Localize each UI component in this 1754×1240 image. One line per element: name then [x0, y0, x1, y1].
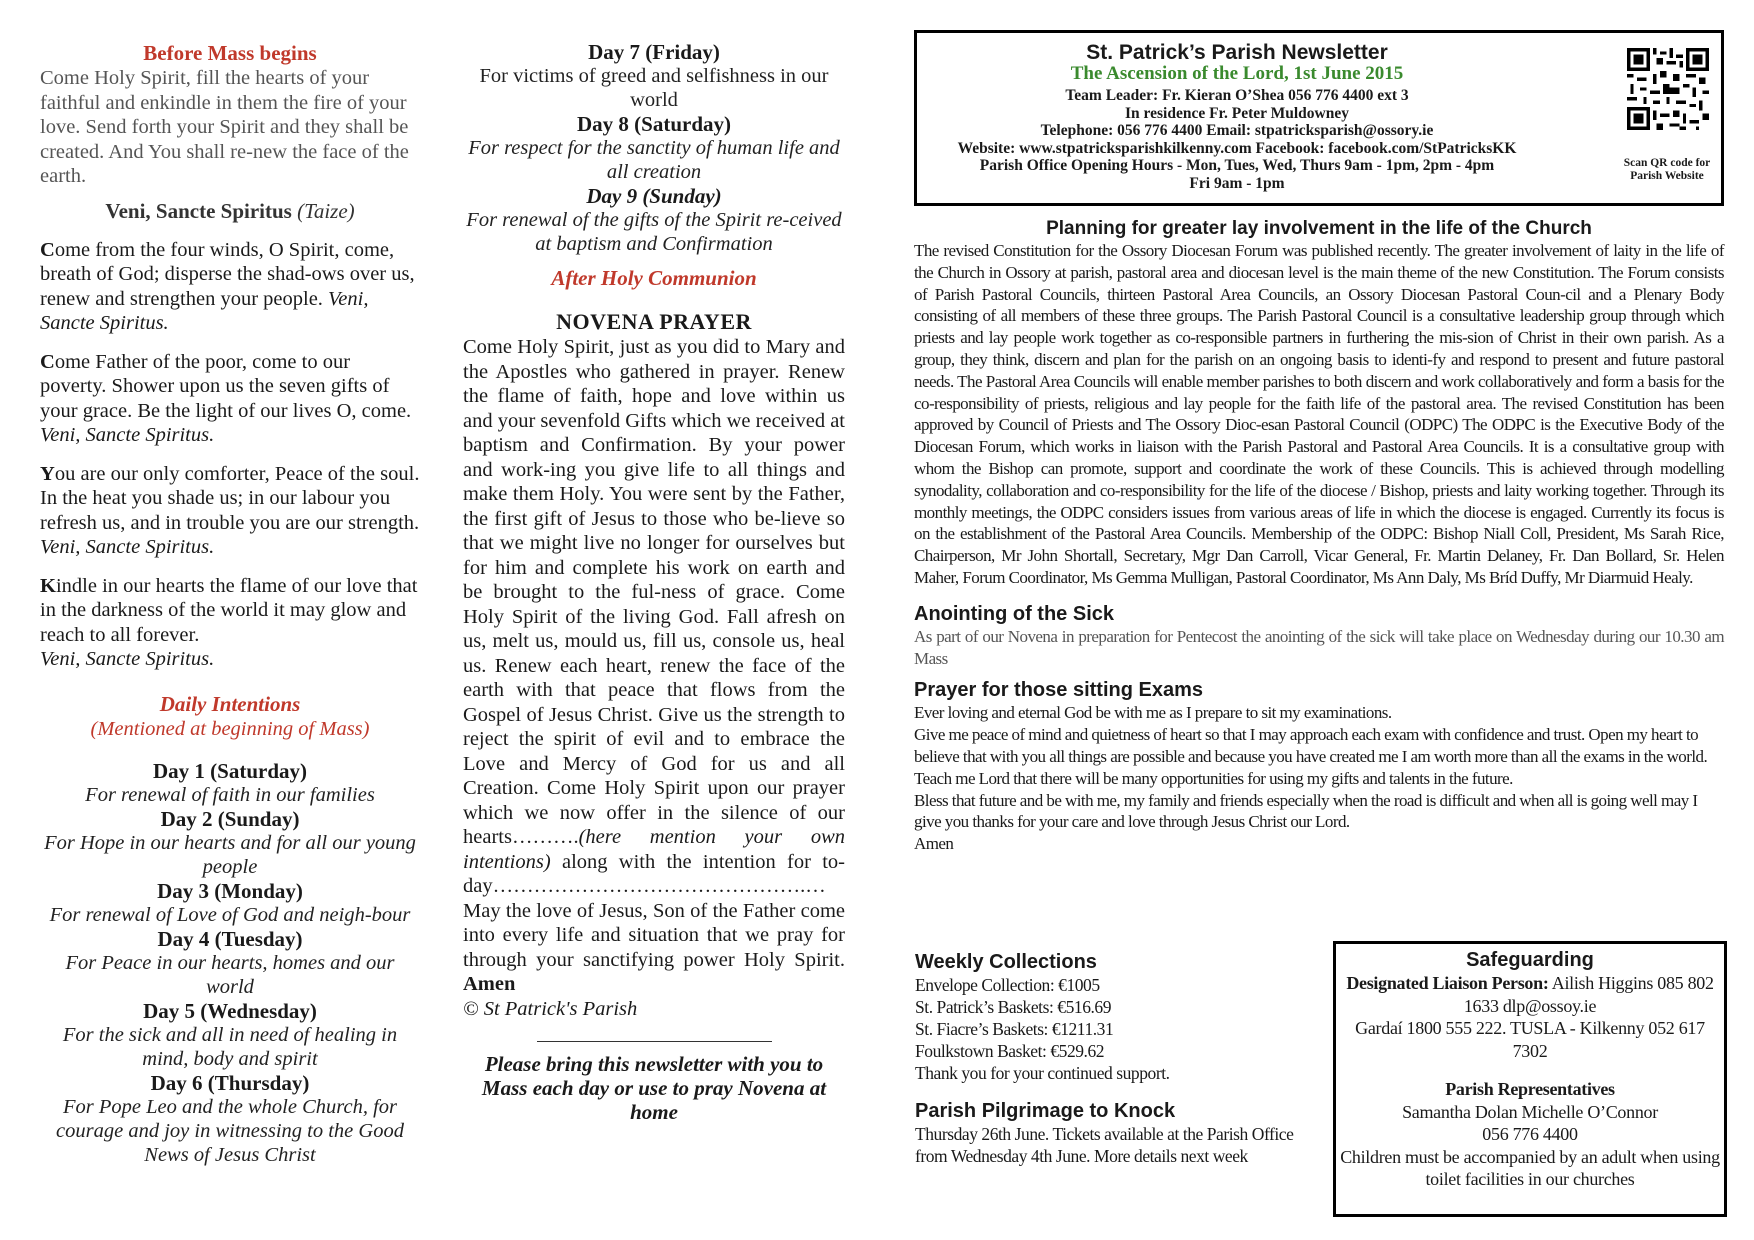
contact-line: Team Leader: Fr. Kieran O’Shea 056 776 4400 ext 3: [1065, 87, 1409, 104]
day-title: Day 1 (Saturday): [152, 758, 307, 783]
exams-line: Ever loving and eternal God be with me as I prepare to sit my examinations.: [914, 703, 1392, 723]
stanza-1: [40, 238, 420, 336]
gardai-info: Gardaí 1800 555 222. TUSLA - Kilkenny 052 617 7302: [1355, 1018, 1705, 1061]
hymn-title-text: Veni, Sancte Spiritus: [105, 198, 292, 223]
stanza-text: ome from the four winds, O Spirit, come, breath of God; disperse the shad-ows over us, renew and strengthen your people.: [40, 238, 415, 310]
day-text: For renewal of faith in our families: [85, 783, 375, 806]
newsletter-subtitle: The Ascension of the Lord, 1st June 2015: [1070, 63, 1404, 84]
refrain: Veni, Sancte Spiritus.: [40, 424, 215, 446]
stanza-cap: Y: [40, 462, 55, 485]
before-mass-prayer: Come Holy Spirit, fill the hearts of your faithful and enkindle in them the fire of your love. Send forth your Spirit and they shall be created. And You shall re-new the face of the earth.: [40, 67, 409, 187]
day-text: For renewal of Love of God and neigh-bour: [49, 903, 411, 926]
pilgrimage-heading: Parish Pilgrimage to Knock: [915, 1100, 1176, 1122]
reps-heading: Parish Representatives: [1445, 1079, 1615, 1099]
contact-line: Website: www.stpatricksparishkilkenny.com Facebook: facebook.com/StPatricksKK: [957, 139, 1517, 157]
day-title: Day 2 (Sunday): [160, 806, 300, 831]
closing-note: Please bring this newsletter with you to Mass each day or use to pray Novena at home: [481, 1052, 827, 1124]
novena-instruction: (here mention your own intentions): [463, 826, 845, 873]
contact-line: Telephone: 056 776 4400 Email: stpatricksparish@ossory.ie: [1040, 122, 1434, 139]
collection-line: Thank you for your continued support.: [915, 1063, 1170, 1083]
day-text: For Peace in our hearts, homes and our world: [65, 951, 395, 998]
after-communion-heading: After Holy Communion: [551, 266, 757, 290]
collection-line: St. Patrick’s Baskets: €516.69: [915, 997, 1112, 1017]
day-text: For the sick and all in need of healing in mind, body and spirit: [62, 1023, 398, 1070]
stanza-2: [40, 350, 420, 448]
column-2: [463, 38, 845, 1124]
day-text: For Pope Leo and the whole Church, for courage and joy in witnessing to the Good News of Jesus Christ: [56, 1095, 404, 1166]
novena-prayer: [463, 335, 845, 997]
day-title: Day 8 (Saturday): [576, 112, 731, 136]
day-text: For Hope in our hearts and for all our young people: [44, 831, 416, 878]
reps-phone: 056 776 4400: [1482, 1124, 1578, 1144]
refrain: Veni, Sancte Spiritus.: [40, 536, 215, 558]
novena-title: NOVENA PRAYER: [556, 309, 752, 334]
collections-list: [915, 974, 1315, 1084]
qr-caption: Scan QR code for Parish Website: [1623, 157, 1711, 182]
collection-line: Foulkstown Basket: €529.62: [915, 1041, 1105, 1061]
stanza-4: [40, 574, 420, 672]
divider: [537, 1041, 772, 1042]
stanza-cap: K: [40, 574, 56, 597]
stanza-text: ou are our only comforter, Peace of the soul. In the heat you shade us; in our labour you refresh us, and in trouble you are our strength.: [40, 462, 420, 534]
day-text: For victims of greed and selfishness in our world: [479, 65, 829, 111]
exams-line: Teach me Lord that there will be many opportunities for using my gifts and talents in the future.: [914, 768, 1513, 788]
refrain: Veni, Sancte Spiritus.: [40, 287, 369, 334]
day-text: For renewal of the gifts of the Spirit re-ceived at baptism and Confirmation: [466, 209, 842, 255]
stanza-text: indle in our hearts the flame of our love that in the darkness of the world it may glow and reach to all forever.: [40, 574, 418, 646]
day-title: Day 6 (Thursday): [150, 1070, 310, 1095]
day-title: Day 4 (Tuesday): [157, 926, 303, 951]
hymn-title: [40, 199, 420, 224]
contact-info: [917, 87, 1557, 192]
exams-prayer: [914, 702, 1724, 855]
contact-line: Fri 9am - 1pm: [1189, 174, 1285, 192]
dlp-text: Ailish Higgins 085 802 1633 dlp@ossoy.ie: [1463, 973, 1714, 1016]
day-title: Day 3 (Monday): [157, 878, 303, 903]
daily-intentions-subheading: (Mentioned at beginning of Mass): [90, 717, 370, 740]
qr-code-icon[interactable]: [1627, 48, 1709, 130]
daily-intentions-heading: Daily Intentions: [159, 691, 301, 716]
stanza-cap: C: [40, 238, 55, 261]
days-list: [40, 759, 420, 1167]
dlp-info: [1336, 972, 1724, 1017]
reps-names: Samantha Dolan Michelle O’Connor: [1402, 1101, 1658, 1122]
dlp-label: Designated Liaison Person:: [1346, 973, 1549, 993]
contact-line: Parish Office Opening Hours - Mon, Tues, Wed, Thurs 9am - 1pm, 2pm - 4pm: [979, 157, 1495, 174]
contact-line: In residence Fr. Peter Muldowney: [1124, 104, 1349, 122]
exams-line: Give me peace of mind and quietness of heart so that I may approach each exam with confidence and trust. Open my heart to believe that with you all things are possible and because you have created me I am worth more than all the exams in the world.: [914, 725, 1708, 766]
collections-section: [915, 951, 1315, 1167]
collection-line: Envelope Collection: €1005: [915, 975, 1100, 995]
planning-text: The revised Constitution for the Ossory Diocesan Forum was published recently. The greater involvement of laity in the life of the Church in Ossory at parish, pastoral area and diocesan level is the main theme of the new Constitution. The Forum consists of Parish Pastoral Councils, thirteen Pastoral Area Councils, an Ossory Diocesan Pastoral Coun-cil and a Plenary Body consisting of all members of these three groups. The Parish Pastoral Council is a consultative leadership group through which priests and lay people work together as co-responsible partners in furthering the mis-sion of Christ in their own parish. As a group, they think, discern and plan for the parish on an ongoing basis to identi-fy and respond to present and future pastoral needs. The Pastoral Area Councils will enable member parishes to both discern and work collaboratively and form a basis for the co-responsibility of priests, religious and lay people for the faith life of the pastoral area. The revised Constitution has been approved by Council of Priests and The Ossory Dioc-esan Pastoral Council (ODPC) The ODPC is the Executive Body of the Diocesan Forum, which works in liaison with the Parish Pastoral and Pastoral Area Councils. It is a consultative group with whom the Bishop can promote, support and coordinate the work of these Councils. This is achieved through modelling synodality, collaboration and co-responsibility for the life of the diocese / Bishop, priests and laity working together. Through its monthly meetings, the ODPC considers issues from various areas of life in which the diocese is engaged. Currently its focus is on the establishment of the Pastoral Area Councils. Membership of the ODPC: Bishop Niall Coll, President, Ms Sarah Rice, Chairperson, Mr John Shortall, Secretary, Mgr Dan Carroll, Vicar General, Fr. Martin Delaney, Fr. Dan Bollard, Sr. Helen Maher, Forum Coordinator, Ms Gemma Mulligan, Pastoral Coordinator, Ms Ann Daly, Ms Bríd Duffy, Mr Diarmuid Healy.: [914, 241, 1724, 587]
newsletter-header: [914, 30, 1724, 206]
collections-heading: Weekly Collections: [915, 951, 1097, 973]
safeguarding-box: [1333, 941, 1727, 1217]
anointing-text: As part of our Novena in preparation for Pentecost the anointing of the sick will take place on Wednesday during our 10.30 am Mass: [914, 626, 1724, 668]
safeguarding-heading: Safeguarding: [1466, 949, 1594, 971]
copyright: © St Patrick's Parish: [463, 997, 638, 1020]
collection-line: St. Fiacre’s Baskets: €1211.31: [915, 1019, 1114, 1039]
exams-line: Bless that future and be with me, my family and friends especially when the road is difficult and when all is going well may I give you thanks for your care and love through Jesus Christ our Lord.: [914, 790, 1698, 832]
stanza-cap: C: [40, 350, 55, 373]
stanza-3: [40, 462, 420, 560]
day-title: Day 7 (Friday): [588, 40, 720, 64]
exams-heading: Prayer for those sitting Exams: [914, 679, 1203, 702]
day-title: Day 9 (Sunday): [586, 184, 722, 208]
exams-line: Amen: [914, 834, 954, 854]
day-text: For respect for the sanctity of human life and all creation: [468, 137, 840, 183]
hymn-source: (Taize): [297, 198, 355, 223]
toilet-note: Children must be accompanied by an adult when using toilet facilities in our churches: [1340, 1146, 1720, 1189]
planning-heading: Planning for greater lay involvement in the life of the Church: [1046, 218, 1592, 239]
anointing-heading: Anointing of the Sick: [914, 602, 1114, 625]
before-mass-heading: Before Mass begins: [143, 41, 317, 65]
pilgrimage-text: Thursday 26th June. Tickets available at the Parish Office from Wednesday 4th June. More details next week: [915, 1124, 1294, 1166]
column-3: [914, 30, 1724, 855]
column-1: [40, 38, 420, 1167]
refrain: Veni, Sancte Spiritus.: [40, 648, 215, 670]
novena-text: Come Holy Spirit, just as you did to Mary and the Apostles who gathered in prayer. Renew the flame of faith, hope and love within us and your sevenfold Gifts which we received at baptism and Confirmation. By your power and work-ing you give life to all things and make them Holy. You were sent by the Father, the first gift of Jesus to those who be-lieve so that we might live no longer for ourselves but for him and complete his work on earth and be brought to the ful-ness of grace. Come Holy Spirit of the living God. Fall afresh on us, melt us, mould us, fill us, console us, heal us. Renew each heart, renew the face of the earth with that peace that flows from the Gospel of Jesus Christ. Give us the strength to reject the spirit of evil and to embrace the Love and Mercy of God for us and all Creation. Come Holy Spirit upon our prayer which we now offer in the silence of our hearts……….: [463, 336, 845, 848]
stanza-text: ome Father of the poor, come to our poverty. Shower upon us the seven gifts of your grace. Be the light of our lives O, come.: [40, 350, 412, 422]
novena-text-2: along with the intention for to-day……………………………………….… May the love of Jesus, Son of the Father come into every life and situation that we pray for through your sanctifying power Holy Spirit.: [463, 850, 845, 971]
newsletter-title: St. Patrick’s Parish Newsletter: [1086, 41, 1388, 64]
novena-amen: Amen: [463, 973, 516, 995]
day-title: Day 5 (Wednesday): [143, 998, 317, 1023]
